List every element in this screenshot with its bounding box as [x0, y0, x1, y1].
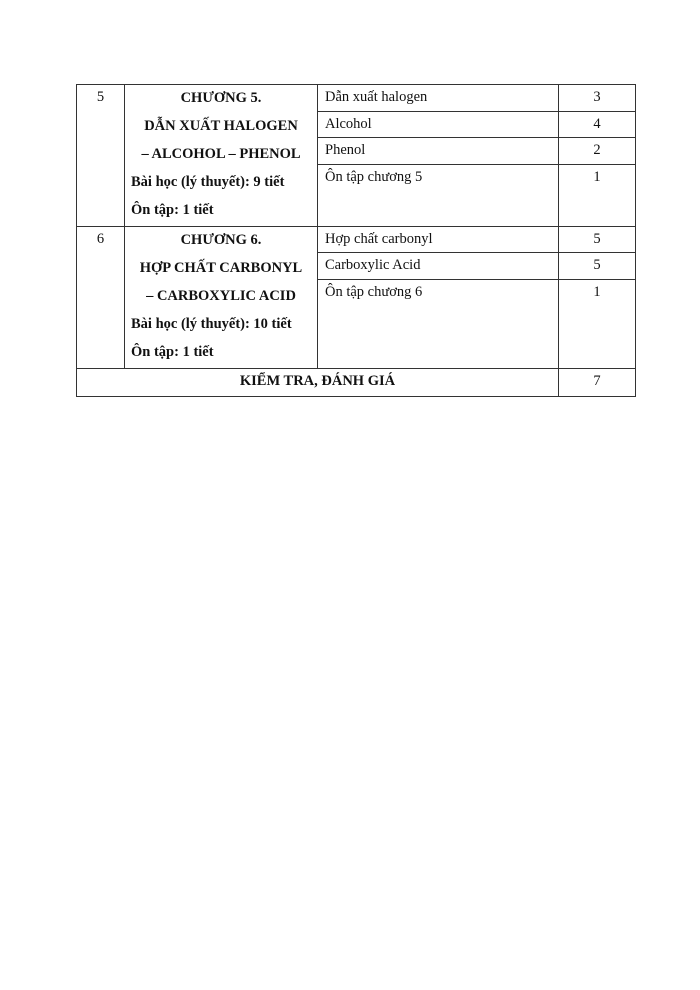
chapter-name-line: – CARBOXYLIC ACID	[146, 288, 296, 304]
lesson-name: Alcohol	[318, 111, 559, 138]
chapter-cell	[125, 227, 318, 369]
chapter-cell	[125, 85, 318, 227]
lesson-hours: 1	[559, 165, 636, 227]
lesson-name: Hợp chất carbonyl	[318, 227, 559, 253]
chapter-name-line: HỢP CHẤT CARBONYL	[139, 260, 303, 276]
lesson-name: Carboxylic Acid	[318, 253, 559, 279]
lesson-name: Ôn tập chương 5	[318, 165, 559, 227]
table-row	[77, 227, 636, 253]
table-row	[77, 85, 636, 112]
chapter-title: CHƯƠNG 5.	[180, 90, 262, 106]
lesson-hours: 5	[559, 227, 636, 253]
chapter-theory-hours: Bài học (lý thuyết): 9 tiết	[131, 174, 285, 190]
chapter-number: 6	[77, 227, 125, 369]
chapter-review-hours: Ôn tập: 1 tiết	[131, 344, 214, 360]
lesson-name: Dẫn xuất halogen	[318, 85, 559, 112]
lesson-hours: 1	[559, 279, 636, 368]
lesson-name: Ôn tập chương 6	[318, 279, 559, 368]
summary-label: KIỂM TRA, ĐÁNH GIÁ	[77, 369, 559, 397]
chapter-review-hours: Ôn tập: 1 tiết	[131, 202, 214, 218]
lesson-hours: 4	[559, 111, 636, 138]
lesson-name: Phenol	[318, 138, 559, 165]
chapter-title: CHƯƠNG 6.	[180, 232, 262, 248]
lesson-hours: 3	[559, 85, 636, 112]
chapter-theory-hours: Bài học (lý thuyết): 10 tiết	[131, 316, 292, 332]
summary-row	[77, 369, 636, 397]
chapter-number: 5	[77, 85, 125, 227]
lesson-hours: 5	[559, 253, 636, 279]
lesson-hours: 2	[559, 138, 636, 165]
summary-hours: 7	[559, 369, 636, 397]
chapter-name-line: DẪN XUẤT HALOGEN	[144, 118, 298, 134]
curriculum-table	[76, 84, 636, 397]
chapter-name-line: – ALCOHOL – PHENOL	[141, 146, 301, 162]
